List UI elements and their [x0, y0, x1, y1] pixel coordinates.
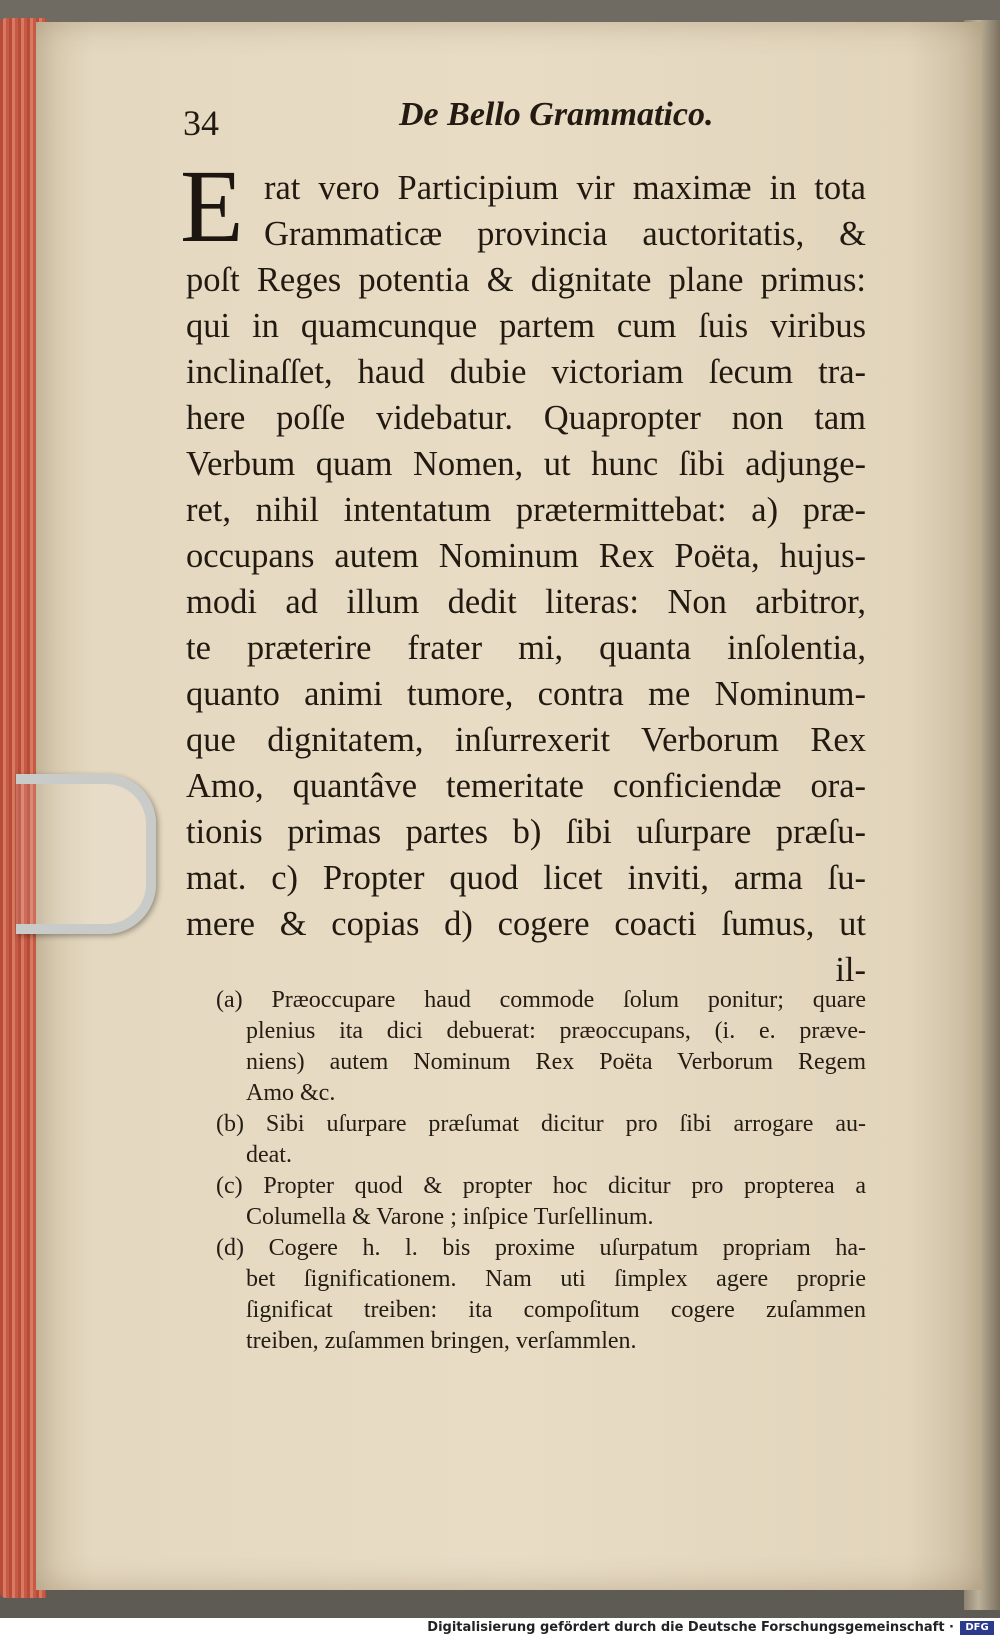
text-line: here poſſe videbatur. Quapropter non tam [186, 399, 866, 437]
main-text [180, 149, 866, 993]
text-line: quanto animi tumore, contra me Nominum- [186, 675, 866, 713]
footnotes [216, 985, 866, 1357]
footnote-line: niens) autem Nominum Rex Poëta Verborum Regem [246, 1049, 866, 1075]
footnote-line: (d) Cogere h. l. bis proxime uſurpatum propriam ha- [216, 1235, 866, 1261]
drop-cap: E [180, 149, 244, 264]
running-title: De Bello Grammatico. [399, 96, 714, 133]
page-number: 34 [183, 103, 219, 143]
text-line: inclinaſſet, haud dubie victoriam ſecum tra- [186, 353, 866, 391]
dfg-logo-icon: DFG [960, 1621, 994, 1635]
footnote-line: (a) Præoccupare haud commode ſolum ponitur; quare [216, 987, 866, 1013]
catchword: il- [835, 951, 866, 989]
text-line: Grammaticæ provincia auctoritatis, & [264, 215, 866, 253]
footnote-line: Columella & Varone ; inſpice Turſellinum. [246, 1204, 654, 1230]
footnote-line: ſignificat treiben: ita compoſitum cogere zuſammen [246, 1297, 866, 1323]
footnote-line: Amo &c. [246, 1080, 336, 1106]
digitization-footer [0, 1618, 1000, 1640]
footnote-line: treiben, zuſammen bringen, verſammlen. [246, 1328, 637, 1354]
text-line: tionis primas partes b) ſibi uſurpare præſu- [186, 813, 866, 851]
text-line: que dignitatem, inſurrexerit Verborum Rex [186, 721, 866, 759]
page-clip [16, 774, 156, 934]
text-line: occupans autem Nominum Rex Poëta, hujus- [186, 537, 866, 575]
text-line: modi ad illum dedit literas: Non arbitror, [186, 583, 866, 621]
footnote-c [216, 1171, 866, 1233]
funding-credit: Digitalisierung gefördert durch die Deutsche Forschungsgemeinschaft · [427, 1620, 954, 1635]
text-line: mere & copias d) cogere coacti ſumus, ut [186, 905, 866, 943]
text-line: Verbum quam Nomen, ut hunc ſibi adjunge- [186, 445, 866, 483]
text-line: Amo, quantâve temeritate conficiendæ ora- [186, 767, 866, 805]
footnote-line: (b) Sibi uſurpare præſumat dicitur pro ſibi arrogare au- [216, 1111, 866, 1137]
footnote-d [216, 1233, 866, 1357]
text-line: rat vero Participium vir maximæ in tota [264, 169, 866, 207]
footnote-line: deat. [246, 1142, 292, 1168]
footnote-b [216, 1109, 866, 1171]
footnote-a [216, 985, 866, 1109]
footnote-line: (c) Propter quod & propter hoc dicitur pro propterea a [216, 1173, 866, 1199]
footnote-line: plenius ita dici debuerat: præoccupans, (i. e. præve- [246, 1018, 866, 1044]
text-line: mat. c) Propter quod licet inviti, arma ſu- [186, 859, 866, 897]
text-line: qui in quamcunque partem cum ſuis viribus [186, 307, 866, 345]
text-line: ret, nihil intentatum prætermittebat: a) præ- [186, 491, 866, 529]
text-line: te præterire frater mi, quanta inſolentia, [186, 629, 866, 667]
text-line: poſt Reges potentia & dignitate plane primus: [186, 261, 866, 299]
page-header [183, 92, 883, 142]
footnote-line: bet ſignificationem. Nam uti ſimplex agere proprie [246, 1266, 866, 1292]
